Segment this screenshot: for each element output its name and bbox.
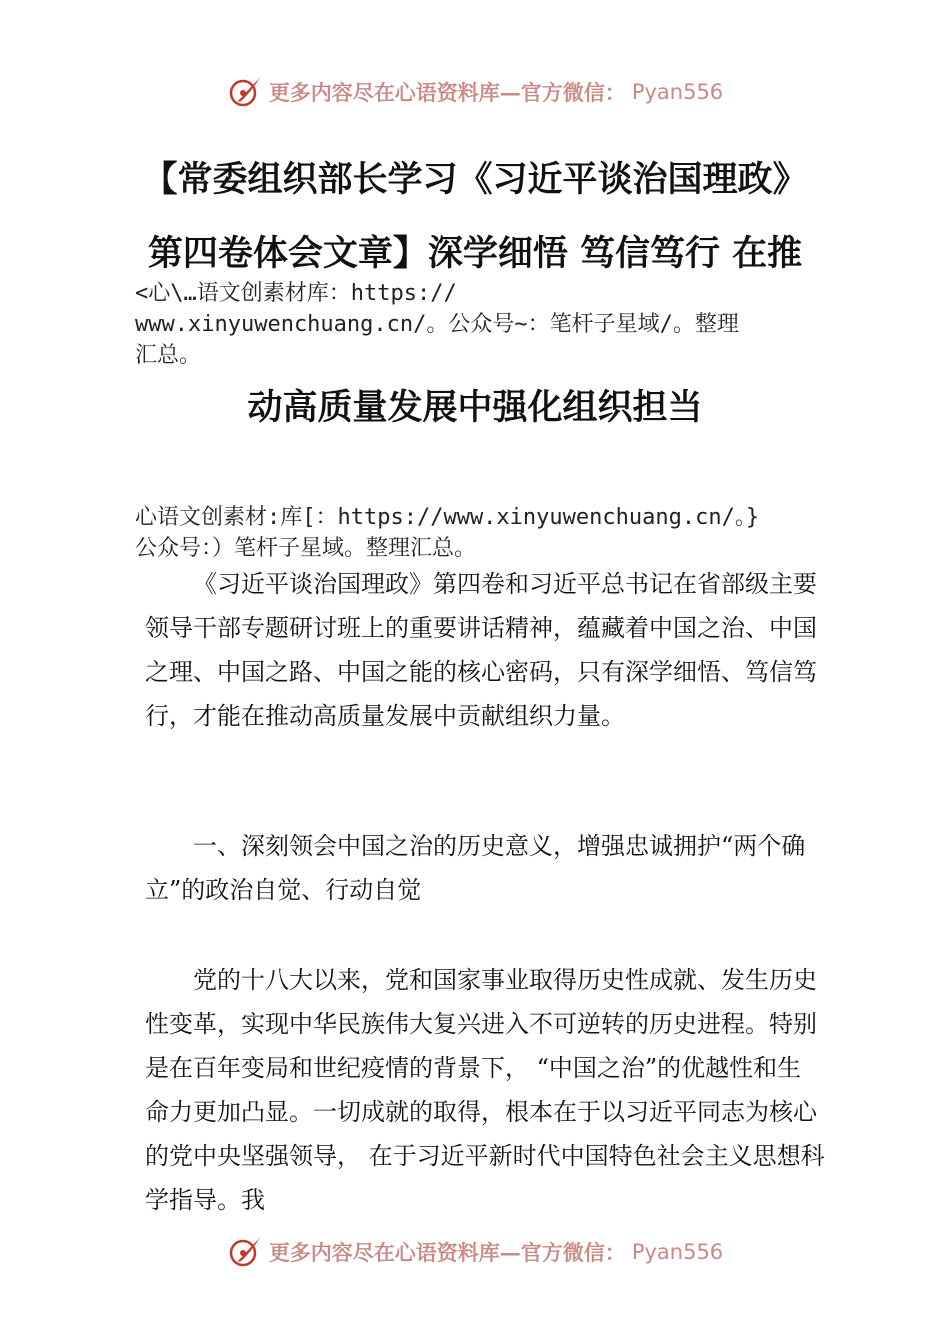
banner-wechat-id: Pyan556 <box>631 80 724 104</box>
title-line-2: 第四卷体会文章】深学细悟 笃信笃行 在推 <box>147 233 803 274</box>
paragraph-text: 党的十八大以来，党和国家事业取得历史性成就、发 <box>193 966 745 994</box>
paragraph-text: 《习近平谈治国理政》第四卷和习近平总书记在省 <box>193 570 721 598</box>
banner-text: 更多内容尽在心语资料库—官方微信： <box>268 80 626 105</box>
note-line: 心语文创素材:库[：https://www.xinyuwenchuang.cn/。} <box>135 505 760 530</box>
paragraph-text: 码，只有深学细悟、笃信笃行，才能在推动高质量发展 <box>145 658 817 730</box>
watermark-note-1 <box>135 278 835 371</box>
banner-wechat-id: Pyan556 <box>631 1240 724 1264</box>
note-line: <心\…语文创素材库：https:// <box>135 281 457 306</box>
paragraph-text: 部级主要领导干部专题研讨班上的重要讲话精神，蕴藏 <box>145 570 817 642</box>
paragraph-text: 生历史性变革，实现中华民族伟大复兴进入不可逆转的历 <box>145 966 817 1038</box>
paragraph-text: 着中国之治、中国之理、中国之路、中国之能的核心密 <box>145 614 817 686</box>
section-heading-1 <box>145 824 825 912</box>
body-paragraph-1 <box>145 562 825 738</box>
heading-text: 一、深刻领会中国之治的历史意义，增强忠诚拥护 <box>193 832 721 860</box>
title-line-3: 动高质量发展中强化组织担当 <box>247 387 703 428</box>
paragraph-text: 国之治”的优越性和生命力更加凸显。一切成就的取得， <box>145 1054 802 1126</box>
quill-logo-icon <box>227 1234 263 1270</box>
note-line: 公众号：）笔杆子星域。整理汇总。 <box>135 536 477 561</box>
footer-banner <box>0 1232 950 1272</box>
watermark-note-2 <box>135 502 835 564</box>
body-paragraph-2 <box>145 958 825 1222</box>
note-line: 汇总。 <box>135 343 202 368</box>
heading-text: “两个确立”的政治自觉、行动自觉 <box>145 832 806 904</box>
quill-logo-icon <box>227 74 263 110</box>
paragraph-text: 史进程。特别是在百年变局和世纪疫情的背景下， “中 <box>145 1010 817 1082</box>
paragraph-text: 根本在于以习近平同志为核心的党中央坚强领导， 在于 <box>145 1098 817 1170</box>
header-banner <box>0 72 950 112</box>
banner-text: 更多内容尽在心语资料库—官方微信： <box>268 1240 626 1265</box>
title-line-1: 【常委组织部长学习《习近平谈治国理政》 <box>142 159 808 200</box>
paragraph-text: 中贡献组织力量。 <box>433 702 625 730</box>
paragraph-text: 习近平新时代中国特色社会主义思想科学指导。我 <box>145 1142 825 1214</box>
note-line: www.xinyuwenchuang.cn/。公众号~：笔杆子星域/。整理 <box>135 312 739 337</box>
